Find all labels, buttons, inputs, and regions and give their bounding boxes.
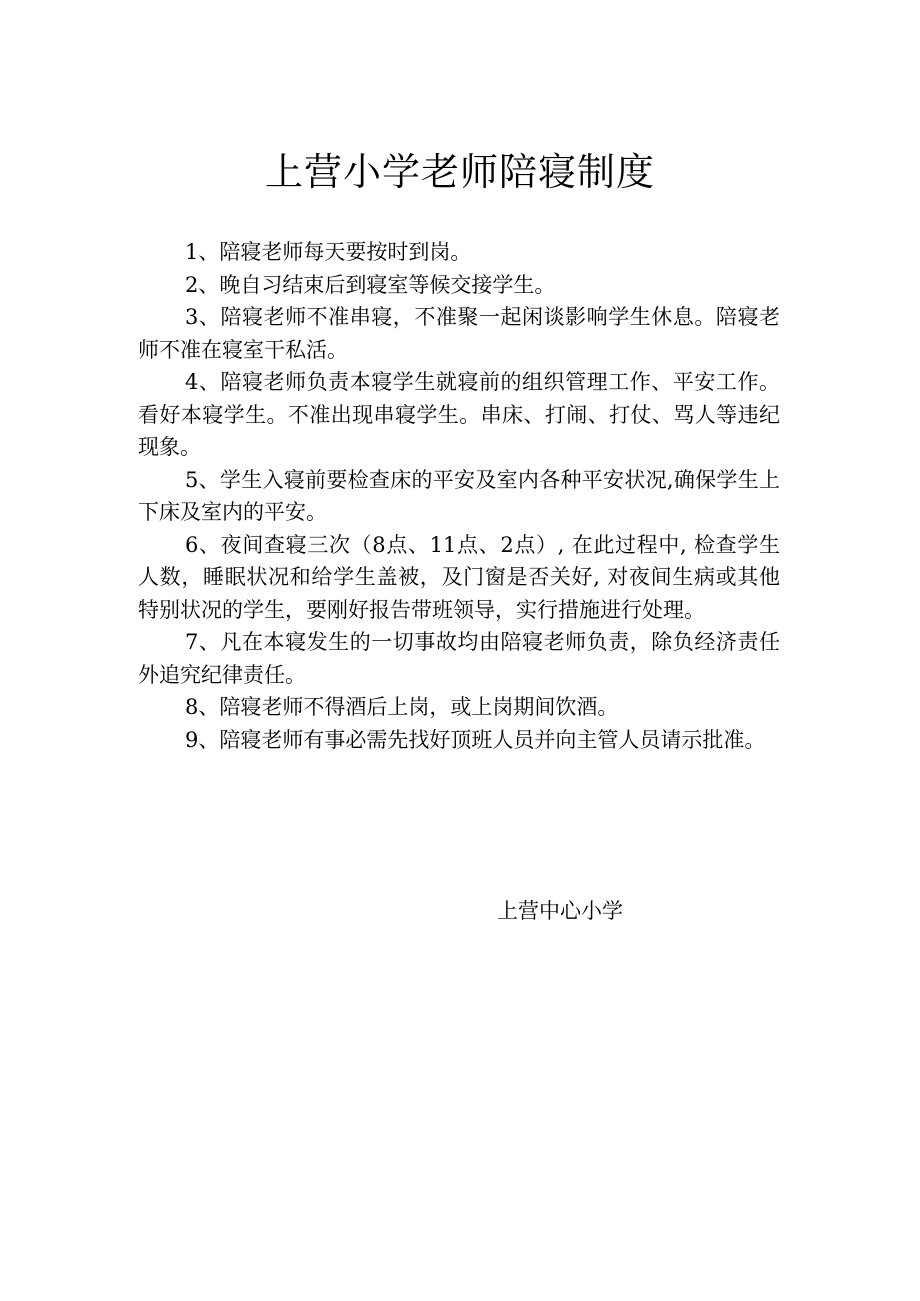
rule-item-1: 1、陪寝老师每天要按时到岗。 (185, 240, 472, 264)
rules-list (138, 236, 780, 756)
signature-school-name: 上营中心小学 (497, 899, 623, 923)
rule-item-9: 9、陪寝老师有事必需先找好顶班人员并向主管人员请示批准。 (185, 727, 766, 752)
rule-item-4: 4、陪寝老师负责本寝学生就寝前的组织管理工作、平安工作。看好本寝学生。不准出现串寝学生。串床、打闹、打仗、骂人等违纪现象。 (138, 370, 780, 459)
rule-item-5: 5、学生入寝前要检查床的平安及室内各种平安状况,确保学生上下床及室内的平安。 (138, 467, 780, 524)
rule-item-6: 6、夜间查寝三次（8点、11点、2点）, 在此过程中, 检查学生人数，睡眠状况和给学生盖被，及门窗是否关好, 对夜间生病或其他特别状况的学生，要刚好报告带班领导，实行措施进行处理。 (138, 532, 780, 622)
rule-item-2: 2、晚自习结束后到寝室等候交接学生。 (185, 272, 556, 297)
rule-item-8: 8、陪寝老师不得酒后上岗，或上岗期间饮酒。 (185, 695, 619, 719)
document-title: 上营小学老师陪寝制度 (264, 150, 655, 194)
rule-item-3: 3、陪寝老师不准串寝，不准聚一起闲谈影响学生休息。陪寝老师不准在寝室干私活。 (138, 305, 780, 362)
rule-item-7: 7、凡在本寝发生的一切事故均由陪寝老师负责，除负经济责任外追究纪律责任。 (138, 630, 780, 687)
